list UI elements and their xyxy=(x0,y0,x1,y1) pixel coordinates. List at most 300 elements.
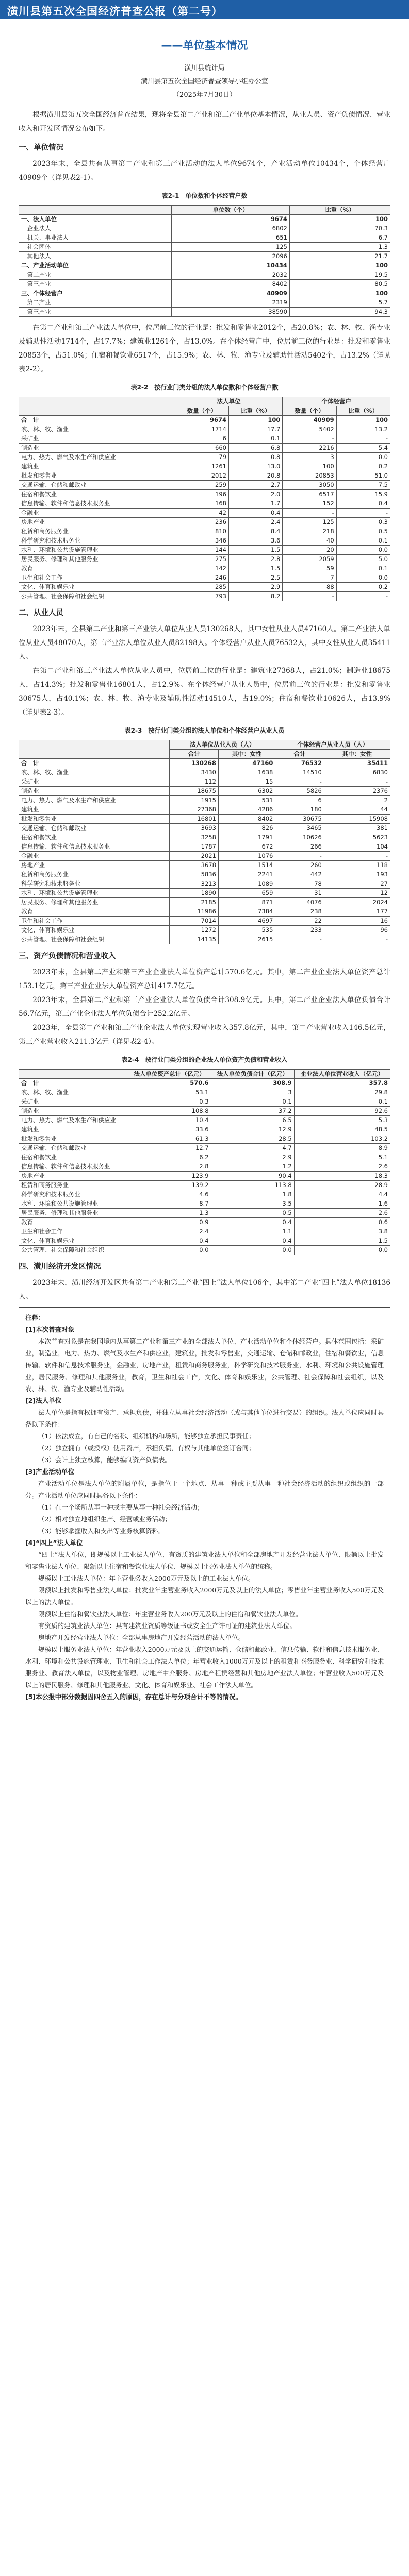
table-cell: 1272 xyxy=(170,926,219,935)
table-row xyxy=(19,444,390,453)
table-cell: 871 xyxy=(218,898,275,907)
table-cell: 152 xyxy=(283,499,336,509)
section-2-p2: 在第二产业和第三产业法人单位从业人员中，位居前三位的行业是：建筑业27368人，占21.0%；制造业18675人，占14.3%；批发和零售业16801人，占12.9%。在个体经营户从业人员中，位居前三位的行业是：批发和零售业30675人，占40.1%；农、林、牧、渔专业及辅助性活动14510人，占19.0%；住宿和餐饮业10626人，占13.9%（详见表2-3）。 xyxy=(19,667,390,717)
row-label: 农、林、牧、渔业 xyxy=(19,425,175,434)
row-label: 合 计 xyxy=(19,1079,128,1088)
row-label: 教育 xyxy=(19,907,170,917)
table-cell: 660 xyxy=(175,444,228,453)
table-cell: 275 xyxy=(175,555,228,564)
table-row xyxy=(19,573,390,583)
table-cell: 0.0 xyxy=(211,1246,294,1255)
table-cell: - xyxy=(324,777,390,787)
table-row xyxy=(19,233,390,243)
table-cell: 11986 xyxy=(170,907,219,917)
table-cell: 0.1 xyxy=(336,564,390,573)
row-label: 科学研究和技术服务业 xyxy=(19,1190,128,1199)
table-cell: 1089 xyxy=(218,879,275,889)
row-label: 住宿和餐饮业 xyxy=(19,1153,128,1162)
table-row xyxy=(19,805,390,815)
table-cell: 810 xyxy=(175,527,228,536)
table-cell: 100 xyxy=(283,462,336,471)
table-cell: 246 xyxy=(175,573,228,583)
table-cell: - xyxy=(275,852,324,861)
table-cell: 139.2 xyxy=(128,1181,211,1190)
table-row xyxy=(19,298,390,308)
table-cell: 47160 xyxy=(218,759,275,768)
row-label: 第三产业 xyxy=(19,280,172,289)
table-cell: 31 xyxy=(275,889,324,898)
table-cell: 0.3 xyxy=(128,1097,211,1107)
table-cell: 2.0 xyxy=(229,490,283,499)
note-text: 规模以上工业法人单位：年主营业务收入2000万元及以上的工业法人单位。 xyxy=(38,1574,255,1582)
section-3-title: 三、资产负债情况和营业收入 xyxy=(19,952,116,960)
table-cell: 10626 xyxy=(275,833,324,842)
table-cell: 8.9 xyxy=(294,1144,390,1153)
table-cell: 308.9 xyxy=(211,1079,294,1088)
issue-date: （2025年7月30日） xyxy=(173,91,236,99)
row-label: 住宿和餐饮业 xyxy=(19,833,170,842)
table-cell: - xyxy=(283,434,336,444)
table-cell: 236 xyxy=(175,518,228,527)
row-label: 卫生和社会工作 xyxy=(19,917,170,926)
table-cell: 20.8 xyxy=(229,471,283,481)
note-text: （2）独立拥有（或授权）使用资产，承担负债，有权与其他单位签订合同； xyxy=(38,1444,255,1452)
table-cell: 2.9 xyxy=(211,1153,294,1162)
table-cell: 13.2 xyxy=(336,425,390,434)
table-cell: 7014 xyxy=(170,917,219,926)
table-cell: 6 xyxy=(175,434,228,444)
table-cell: 7 xyxy=(283,573,336,583)
row-label: 制造业 xyxy=(19,1107,128,1116)
row-label: 水利、环境和公共设施管理业 xyxy=(19,546,175,555)
row-label: 教育 xyxy=(19,564,175,573)
row-label: 信息传输、软件和信息技术服务业 xyxy=(19,842,170,852)
table-row xyxy=(19,289,390,298)
table-cell: 108.8 xyxy=(128,1107,211,1116)
table-cell: 196 xyxy=(175,490,228,499)
table-row xyxy=(19,787,390,796)
row-label: 住宿和餐饮业 xyxy=(19,490,175,499)
row-label: 批发和零售业 xyxy=(19,471,175,481)
table-cell: 12.9 xyxy=(211,1125,294,1134)
section-4-title: 四、潢川经济开发区情况 xyxy=(19,1263,101,1271)
row-label: 制造业 xyxy=(19,787,170,796)
table-header: 合计 xyxy=(170,750,219,759)
table-header: 法人单位负债合计（亿元） xyxy=(211,1070,294,1079)
table-cell: 193 xyxy=(324,870,390,879)
table-cell: 7.5 xyxy=(336,481,390,490)
note-text: （1）在一个场所从事一种或主要从事一种社会经济活动； xyxy=(38,1503,204,1511)
table-cell: 4286 xyxy=(218,805,275,815)
table-cell: 3678 xyxy=(170,861,219,870)
table-header: 数量（个） xyxy=(283,406,336,416)
row-label: 第二产业 xyxy=(19,298,172,308)
table-cell: 76532 xyxy=(275,759,324,768)
table-cell: 2.8 xyxy=(128,1162,211,1172)
table-cell: 18.3 xyxy=(294,1172,390,1181)
table-cell: 9674 xyxy=(175,416,228,425)
note-heading: [3]产业活动单位 xyxy=(25,1468,75,1476)
issuer-block xyxy=(0,62,409,102)
table-cell: 13.0 xyxy=(229,462,283,471)
row-label: 租赁和商务服务业 xyxy=(19,1181,128,1190)
table-cell: 6517 xyxy=(283,490,336,499)
row-label: 卫生和社会工作 xyxy=(19,1227,128,1236)
table-row xyxy=(19,1116,390,1125)
row-label: 居民服务、修理和其他服务业 xyxy=(19,1209,128,1218)
table-cell: 16 xyxy=(324,917,390,926)
table-cell: 51.0 xyxy=(336,471,390,481)
table-cell: 12.7 xyxy=(128,1144,211,1153)
section-4-p1: 2023年末，潢川经济开发区共有第二产业和第三产业“四上”法人单位106个，其中第二产业“四上”法人单位18136人。 xyxy=(19,1279,390,1301)
section-1-p2: 在第二产业和第三产业法人单位中，位居前三位的行业是：批发和零售业2012个，占20.8%；农、林、牧、渔专业及辅助性活动1714个，占17.7%；建筑业1261个，占13.0%。在个体经营户中，位居前三位的行业是：批发和零售业20853个，占51.0%；住宿和餐饮业6517个，占15.9%；农、林、牧、渔专业及辅助性活动5402个，占13.2%（详见表2-2）。 xyxy=(19,324,390,374)
table-row xyxy=(19,870,390,879)
table-row xyxy=(19,842,390,852)
table-row xyxy=(19,481,390,490)
issuer-1: 潢川县统计局 xyxy=(184,64,225,72)
row-label: 卫生和社会工作 xyxy=(19,573,175,583)
table-cell: 18675 xyxy=(170,787,219,796)
table-cell: 442 xyxy=(275,870,324,879)
table-cell: - xyxy=(324,935,390,944)
table-cell: 2032 xyxy=(172,270,290,280)
table-cell: 3.6 xyxy=(229,536,283,546)
document-title: 潢川县第五次全国经济普查公报（第二号） xyxy=(7,5,223,18)
table-row xyxy=(19,917,390,926)
table-cell: 6.8 xyxy=(229,444,283,453)
table-cell: 3693 xyxy=(170,824,219,833)
table-cell: 168 xyxy=(175,499,228,509)
table-cell: 0.3 xyxy=(336,518,390,527)
table-cell: 70.3 xyxy=(289,224,390,233)
section-3-p3: 2023年，全县第二产业和第三产业企业法人单位实现营业收入357.8亿元，其中，第二产业营业收入146.5亿元，第三产业营业收入211.3亿元（详见表2-4）。 xyxy=(19,1024,390,1046)
table-cell: 1.7 xyxy=(229,499,283,509)
table-cell: 53.1 xyxy=(128,1088,211,1097)
row-label: 电力、热力、燃气及水生产和供应业 xyxy=(19,1116,128,1125)
table-row xyxy=(19,536,390,546)
row-label: 一、法人单位 xyxy=(19,215,172,224)
table-2-3 xyxy=(19,740,390,944)
table-cell: 672 xyxy=(218,842,275,852)
row-label: 农、林、牧、渔业 xyxy=(19,1088,128,1097)
table-cell: 92.6 xyxy=(294,1107,390,1116)
table-2-3-caption: 表2-3 按行业门类分组的法人单位和个体经营户从业人员 xyxy=(124,727,285,734)
table-row xyxy=(19,1097,390,1107)
table-row xyxy=(19,592,390,601)
table-cell: 826 xyxy=(218,824,275,833)
table-row xyxy=(19,490,390,499)
table-2-2-caption: 表2-2 按行业门类分组的法人单位数和个体经营户数 xyxy=(130,384,279,391)
table-cell: 0.5 xyxy=(211,1209,294,1218)
row-label: 房地产业 xyxy=(19,861,170,870)
table-cell: 651 xyxy=(172,233,290,243)
table-cell: 59 xyxy=(283,564,336,573)
table-cell: 1714 xyxy=(175,425,228,434)
row-label: 制造业 xyxy=(19,444,175,453)
table-header: 合计 xyxy=(275,750,324,759)
table-cell: 1.5 xyxy=(229,546,283,555)
table-cell: 20853 xyxy=(283,471,336,481)
document-subtitle: ——单位基本情况 xyxy=(161,39,248,52)
table-cell: 30675 xyxy=(275,815,324,824)
table-cell: 15 xyxy=(218,777,275,787)
table-row xyxy=(19,471,390,481)
table-cell: 0.6 xyxy=(294,1218,390,1227)
row-label: 电力、热力、燃气及水生产和供应业 xyxy=(19,796,170,805)
table-2-1 xyxy=(19,205,390,317)
table-cell: 100 xyxy=(336,416,390,425)
table-cell: 2.4 xyxy=(229,518,283,527)
table-cell: 357.8 xyxy=(294,1079,390,1088)
table-cell: 28.9 xyxy=(294,1181,390,1190)
row-label: 交通运输、仓储和邮政业 xyxy=(19,481,175,490)
table-cell: 5836 xyxy=(170,870,219,879)
table-cell: 3050 xyxy=(283,481,336,490)
table-row xyxy=(19,1181,390,1190)
row-label: 机关、事业法人 xyxy=(19,233,172,243)
table-cell: 3258 xyxy=(170,833,219,842)
row-label: 文化、体育和娱乐业 xyxy=(19,1236,128,1246)
table-cell: 5.0 xyxy=(336,555,390,564)
table-cell: 2.7 xyxy=(229,481,283,490)
table-cell: 38590 xyxy=(172,308,290,317)
table-cell: 259 xyxy=(175,481,228,490)
table-cell: 100 xyxy=(289,261,390,270)
section-1-p1: 2023年末，全县共有从事第二产业和第三产业活动的法人单位9674个，产业活动单位10434个，个体经营户40909个（详见表2-1）。 xyxy=(19,160,390,182)
table-row xyxy=(19,215,390,224)
table-cell: 40 xyxy=(283,536,336,546)
row-label: 信息传输、软件和信息技术服务业 xyxy=(19,1162,128,1172)
table-row xyxy=(19,889,390,898)
table-row xyxy=(19,546,390,555)
table-cell: 1.2 xyxy=(211,1162,294,1172)
table-cell: 8402 xyxy=(218,815,275,824)
table-cell: - xyxy=(336,592,390,601)
table-cell: 3.8 xyxy=(294,1227,390,1236)
table-cell: 0.4 xyxy=(336,499,390,509)
row-label: 房地产业 xyxy=(19,518,175,527)
table-row xyxy=(19,1218,390,1227)
row-label: 公共管理、社会保障和社会组织 xyxy=(19,935,170,944)
table-cell: 90.4 xyxy=(211,1172,294,1181)
table-cell: 14510 xyxy=(275,768,324,777)
table-cell: 10.4 xyxy=(128,1116,211,1125)
table-cell: 2615 xyxy=(218,935,275,944)
note-text: 本次普查对象是在我国境内从事第二产业和第三产业的全部法人单位、产业活动单位和个体经营户。具体范围包括：采矿业，制造业，电力、热力、燃气及水生产和供应业，建筑业，批发和零售业，交通运输、仓储和邮政业，住宿和餐饮业，信息传输、软件和信息技术服务业，金融业，房地产业，租赁和商务服务业，科学研究和技术服务业，水利、环境和公共设施管理业，居民服务、修理和其他服务业，教育，卫生和社会工作，文化、体育和娱乐业，公共管理、社会保障和社会组织，以及农、林、牧、渔专业及辅助性活动。 xyxy=(25,1337,384,1393)
table-cell: 2 xyxy=(324,796,390,805)
table-cell: 8.4 xyxy=(229,527,283,536)
table-2-4 xyxy=(19,1069,390,1255)
note-heading: [1]本次普查对象 xyxy=(25,1326,75,1333)
table-cell: 1915 xyxy=(170,796,219,805)
table-cell: 29.8 xyxy=(294,1088,390,1097)
table-cell: 10434 xyxy=(172,261,290,270)
note-text: 法人单位是指有权拥有资产、承担负债，并独立从事社会经济活动（或与其他单位进行交易）的组织。法人单位应同时具备以下条件： xyxy=(25,1409,384,1428)
notes-box xyxy=(19,1307,390,1707)
row-label: 文化、体育和娱乐业 xyxy=(19,583,175,592)
table-row xyxy=(19,1236,390,1246)
table-cell: 113.8 xyxy=(211,1181,294,1190)
table-cell: 3430 xyxy=(170,768,219,777)
row-label: 科学研究和技术服务业 xyxy=(19,536,175,546)
table-header: 企业法人单位营业收入（亿元） xyxy=(294,1070,390,1079)
table-cell: 2185 xyxy=(170,898,219,907)
table-cell: 1.1 xyxy=(211,1227,294,1236)
table-row xyxy=(19,1134,390,1144)
table-cell: 33.6 xyxy=(128,1125,211,1134)
table-cell: 2376 xyxy=(324,787,390,796)
intro-paragraph: 根据潢川县第五次全国经济普查结果，现将全县第二产业和第三产业单位基本情况，从业人员、资产负债情况、营业收入和开发区情况公布如下。 xyxy=(19,111,390,133)
table-cell: 130268 xyxy=(170,759,219,768)
table-row xyxy=(19,555,390,564)
table-cell: 3465 xyxy=(275,824,324,833)
table-cell: 5826 xyxy=(275,787,324,796)
table-cell: 2.9 xyxy=(229,583,283,592)
table-cell: 6.5 xyxy=(211,1116,294,1125)
table-row xyxy=(19,261,390,270)
table-cell: 79 xyxy=(175,453,228,462)
note-text: （1）依法成立，有自己的名称、组织机构和场所，能够独立承担民事责任； xyxy=(38,1432,255,1440)
table-cell: - xyxy=(275,777,324,787)
table-row xyxy=(19,777,390,787)
table-row xyxy=(19,815,390,824)
table-cell: 0.2 xyxy=(336,583,390,592)
table-cell: 1.6 xyxy=(294,1199,390,1209)
table-cell: 94.3 xyxy=(289,308,390,317)
table-cell: 4.6 xyxy=(128,1190,211,1199)
table-cell: 20 xyxy=(283,546,336,555)
table-header: 其中：女性 xyxy=(218,750,275,759)
table-cell: - xyxy=(283,592,336,601)
table-cell: 4.7 xyxy=(211,1144,294,1153)
note-text: 限额以上住宿和餐饮业法人单位：年主营业务收入200万元及以上的住宿和餐饮业法人单位。 xyxy=(38,1610,302,1618)
table-cell: 2096 xyxy=(172,252,290,261)
table-cell: 0.5 xyxy=(336,527,390,536)
table-header: 法人单位资产总计（亿元） xyxy=(128,1070,211,1079)
table-row xyxy=(19,499,390,509)
row-label: 批发和零售业 xyxy=(19,815,170,824)
table-cell: 535 xyxy=(218,926,275,935)
row-label: 交通运输、仓储和邮政业 xyxy=(19,1144,128,1153)
table-row xyxy=(19,243,390,252)
document-body xyxy=(19,108,390,1710)
table-cell: 6.2 xyxy=(128,1153,211,1162)
table-cell: 104 xyxy=(324,842,390,852)
table-cell: 40909 xyxy=(283,416,336,425)
table-cell: 793 xyxy=(175,592,228,601)
table-cell: 1638 xyxy=(218,768,275,777)
row-label: 金融业 xyxy=(19,852,170,861)
table-cell: 1.5 xyxy=(294,1236,390,1246)
row-label: 电力、热力、燃气及水生产和供应业 xyxy=(19,453,175,462)
note-heading: [4]“四上”法人单位 xyxy=(25,1539,83,1547)
table-cell: 6 xyxy=(275,796,324,805)
note-heading: [5]本公报中部分数据因四舍五入的原因，存在总计与分项合计不等的情况。 xyxy=(25,1693,242,1701)
table-header: 个体经营户 xyxy=(283,397,390,406)
table-cell: 123.9 xyxy=(128,1172,211,1181)
table-cell: 0.4 xyxy=(211,1218,294,1227)
table-cell: 3 xyxy=(211,1088,294,1097)
table-cell: 125 xyxy=(172,243,290,252)
table-cell: 112 xyxy=(170,777,219,787)
table-row xyxy=(19,1227,390,1236)
table-cell: 285 xyxy=(175,583,228,592)
table-cell: 78 xyxy=(275,879,324,889)
note-text: 房地产开发经营业法人单位：全部从事房地产开发经营活动的法人单位。 xyxy=(38,1634,245,1641)
table-cell: 0.8 xyxy=(229,453,283,462)
table-cell: 2012 xyxy=(175,471,228,481)
table-cell: 2.6 xyxy=(294,1209,390,1218)
table-row xyxy=(19,833,390,842)
table-cell: 346 xyxy=(175,536,228,546)
table-cell: 1.8 xyxy=(211,1190,294,1199)
table-cell: 238 xyxy=(275,907,324,917)
table-cell: 266 xyxy=(275,842,324,852)
row-label: 水利、环境和公共设施管理业 xyxy=(19,1199,128,1209)
table-cell: 2024 xyxy=(324,898,390,907)
table-cell: 3.5 xyxy=(211,1199,294,1209)
table-row xyxy=(19,824,390,833)
table-cell: 8.7 xyxy=(128,1199,211,1209)
table-row xyxy=(19,1172,390,1181)
table-row xyxy=(19,898,390,907)
row-label: 交通运输、仓储和邮政业 xyxy=(19,824,170,833)
table-header: 比重（%） xyxy=(336,406,390,416)
table-row xyxy=(19,224,390,233)
row-label: 农、林、牧、渔业 xyxy=(19,768,170,777)
table-row xyxy=(19,1209,390,1218)
table-cell: 2021 xyxy=(170,852,219,861)
table-cell: 0.0 xyxy=(336,546,390,555)
table-cell: 1.3 xyxy=(289,243,390,252)
table-cell: 8402 xyxy=(172,280,290,289)
table-cell: - xyxy=(275,935,324,944)
table-row xyxy=(19,1162,390,1172)
table-2-2 xyxy=(19,397,390,601)
note-text: “四上”法人单位，即规模以上工业法人单位、有资质的建筑业法人单位和全部房地产开发经营业法人单位、限额以上批发和零售业法人单位、限额以上住宿和餐饮业法人单位、规模以上服务业法人单位的统称。 xyxy=(25,1551,384,1570)
table-cell: 3 xyxy=(283,453,336,462)
table-cell: 0.1 xyxy=(211,1097,294,1107)
table-cell: 61.3 xyxy=(128,1134,211,1144)
table-cell: 3213 xyxy=(170,879,219,889)
table-row xyxy=(19,425,390,434)
table-row xyxy=(19,759,390,768)
table-cell: 1.5 xyxy=(229,564,283,573)
table-cell: 233 xyxy=(275,926,324,935)
table-cell: 0.0 xyxy=(294,1246,390,1255)
table-header: 数量（个） xyxy=(175,406,228,416)
table-cell: 19.5 xyxy=(289,270,390,280)
table-row xyxy=(19,907,390,917)
table-row xyxy=(19,583,390,592)
table-row xyxy=(19,462,390,471)
table-2-4-caption: 表2-4 按行业门类分组的企业法人单位资产负债和营业收入 xyxy=(121,1056,288,1063)
table-cell: 0.1 xyxy=(336,536,390,546)
table-cell: 0.0 xyxy=(128,1246,211,1255)
row-label: 房地产业 xyxy=(19,1172,128,1181)
table-cell: 144 xyxy=(175,546,228,555)
table-cell: 4076 xyxy=(275,898,324,907)
table-row xyxy=(19,861,390,870)
table-row xyxy=(19,1190,390,1199)
row-label: 居民服务、修理和其他服务业 xyxy=(19,555,175,564)
note-text: （3）会计上独立核算，能够编制资产负债表。 xyxy=(38,1456,171,1464)
table-row xyxy=(19,270,390,280)
table-row xyxy=(19,768,390,777)
table-cell: 48.5 xyxy=(294,1125,390,1134)
row-label: 第二产业 xyxy=(19,270,172,280)
row-label: 文化、体育和娱乐业 xyxy=(19,926,170,935)
